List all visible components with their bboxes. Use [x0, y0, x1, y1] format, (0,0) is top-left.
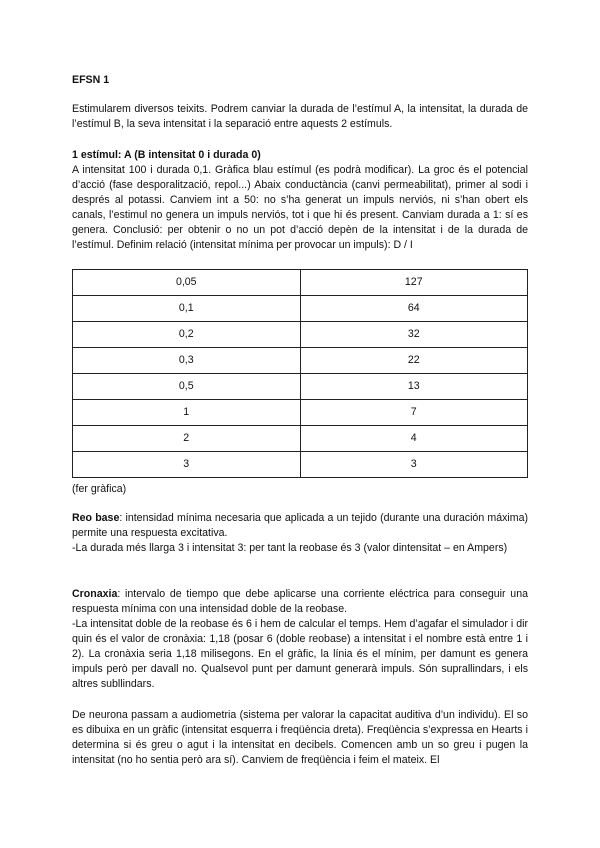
- table-cell-duration: 0,2: [73, 322, 301, 348]
- table-row: [73, 452, 528, 478]
- table-cell-intensity: 7: [300, 400, 528, 426]
- table-cell-intensity: 127: [300, 270, 528, 296]
- intensity-duration-table: [72, 269, 528, 478]
- table-cell-intensity: 64: [300, 296, 528, 322]
- reobase-definition-text: : intensidad mínima necesaria que aplicada a un tejido (durante una duración máxima) permite una respuesta excitativa.: [72, 512, 529, 539]
- table-cell-duration: 0,3: [73, 348, 301, 374]
- table-cell-duration: 1: [73, 400, 301, 426]
- table-row: [73, 400, 528, 426]
- table-row: [73, 322, 528, 348]
- table-cell-duration: 0,05: [73, 270, 301, 296]
- table-cell-intensity: 32: [300, 322, 528, 348]
- section1-body: A intensitat 100 i durada 0,1. Gràfica blau estímul (es podrà modificar). La groc és el potencial d’acció (fase desporalització, repol...) Abaix conductància (canvi permeabilitat), primer al sodi i després al potassi. Canviem int a 50: no s’ha generat un impuls nerviós, ni s’han obert els canals, l’estimul no genera un impuls nerviós, tot i que hi és present. Canviam durada a 1: sí es genera. Conclusió: per obtenir o no un pot d’acció depèn de la intensitat i de la durada de l’estímul. Definim relació (intensitat mínima per provocar un impuls): D / I: [72, 164, 528, 251]
- section1-heading: 1 estímul: A (B intensitat 0 i durada 0): [72, 149, 261, 161]
- table-cell-intensity: 3: [300, 452, 528, 478]
- table-row: [73, 348, 528, 374]
- audiometria-paragraph: De neurona passam a audiometria (sistema per valorar la capacitat auditiva d’un individu). El so es dibuixa en un gràfic (intensitat esquerra i freqüència dreta). Freqüència s’expressa en Hearts i determina si és greu o agut i la intensitat en decibels. Comencen amb un so greu i pugen la intensitat (no ho sentia però ara sí). Canviem de freqüència i feim el mateix. El: [72, 709, 528, 766]
- table-cell-duration: 2: [73, 426, 301, 452]
- intro-paragraph: Estimularem diversos teixits. Podrem canviar la durada de l’estímul A, la intensitat, la durada de l’estímul B, la seva intensitat i la separació entre aquests 2 estímuls.: [72, 103, 528, 130]
- table-cell-intensity: 22: [300, 348, 528, 374]
- table-cell-duration: 0,1: [73, 296, 301, 322]
- table-row: [73, 296, 528, 322]
- cronaxia-definition-text: : intervalo de tiempo que debe aplicarse una corriente eléctrica para conseguir una respuesta mínima con una intensidad doble de la reobase.: [72, 588, 528, 615]
- table-cell-duration: 3: [73, 452, 301, 478]
- table-row: [73, 374, 528, 400]
- table-row: [73, 426, 528, 452]
- table-cell-intensity: 13: [300, 374, 528, 400]
- table-note: (fer gràfica): [72, 483, 127, 495]
- table-row: [73, 270, 528, 296]
- reobase-term: Reo base: [72, 512, 120, 524]
- reobase-note: -La durada més llarga 3 i intensitat 3: per tant la reobase és 3 (valor dintensitat – en Ampers): [72, 542, 508, 554]
- document-title: EFSN 1: [72, 74, 110, 86]
- cronaxia-definition: [72, 587, 528, 617]
- reobase-definition: [72, 511, 528, 541]
- table-cell-intensity: 4: [300, 426, 528, 452]
- cronaxia-note: -La intensitat doble de la reobase és 6 i hem de calcular el temps. Hem d’agafar el simulador i dir quin és el valor de cronàxia: 1,18 (posar 6 (doble reobase) a intensitat i el nombre està entre 1 i 2). La cronàxia seria 1,18 milisegons. En el gràfic, la línia és el mínim, per damunt es genera impuls però per davall no. Qualsevol punt per damunt generarà impuls. Són suprallindars, i els altres subllindars.: [72, 618, 528, 690]
- table-cell-duration: 0,5: [73, 374, 301, 400]
- cronaxia-term: Cronaxia: [72, 588, 118, 600]
